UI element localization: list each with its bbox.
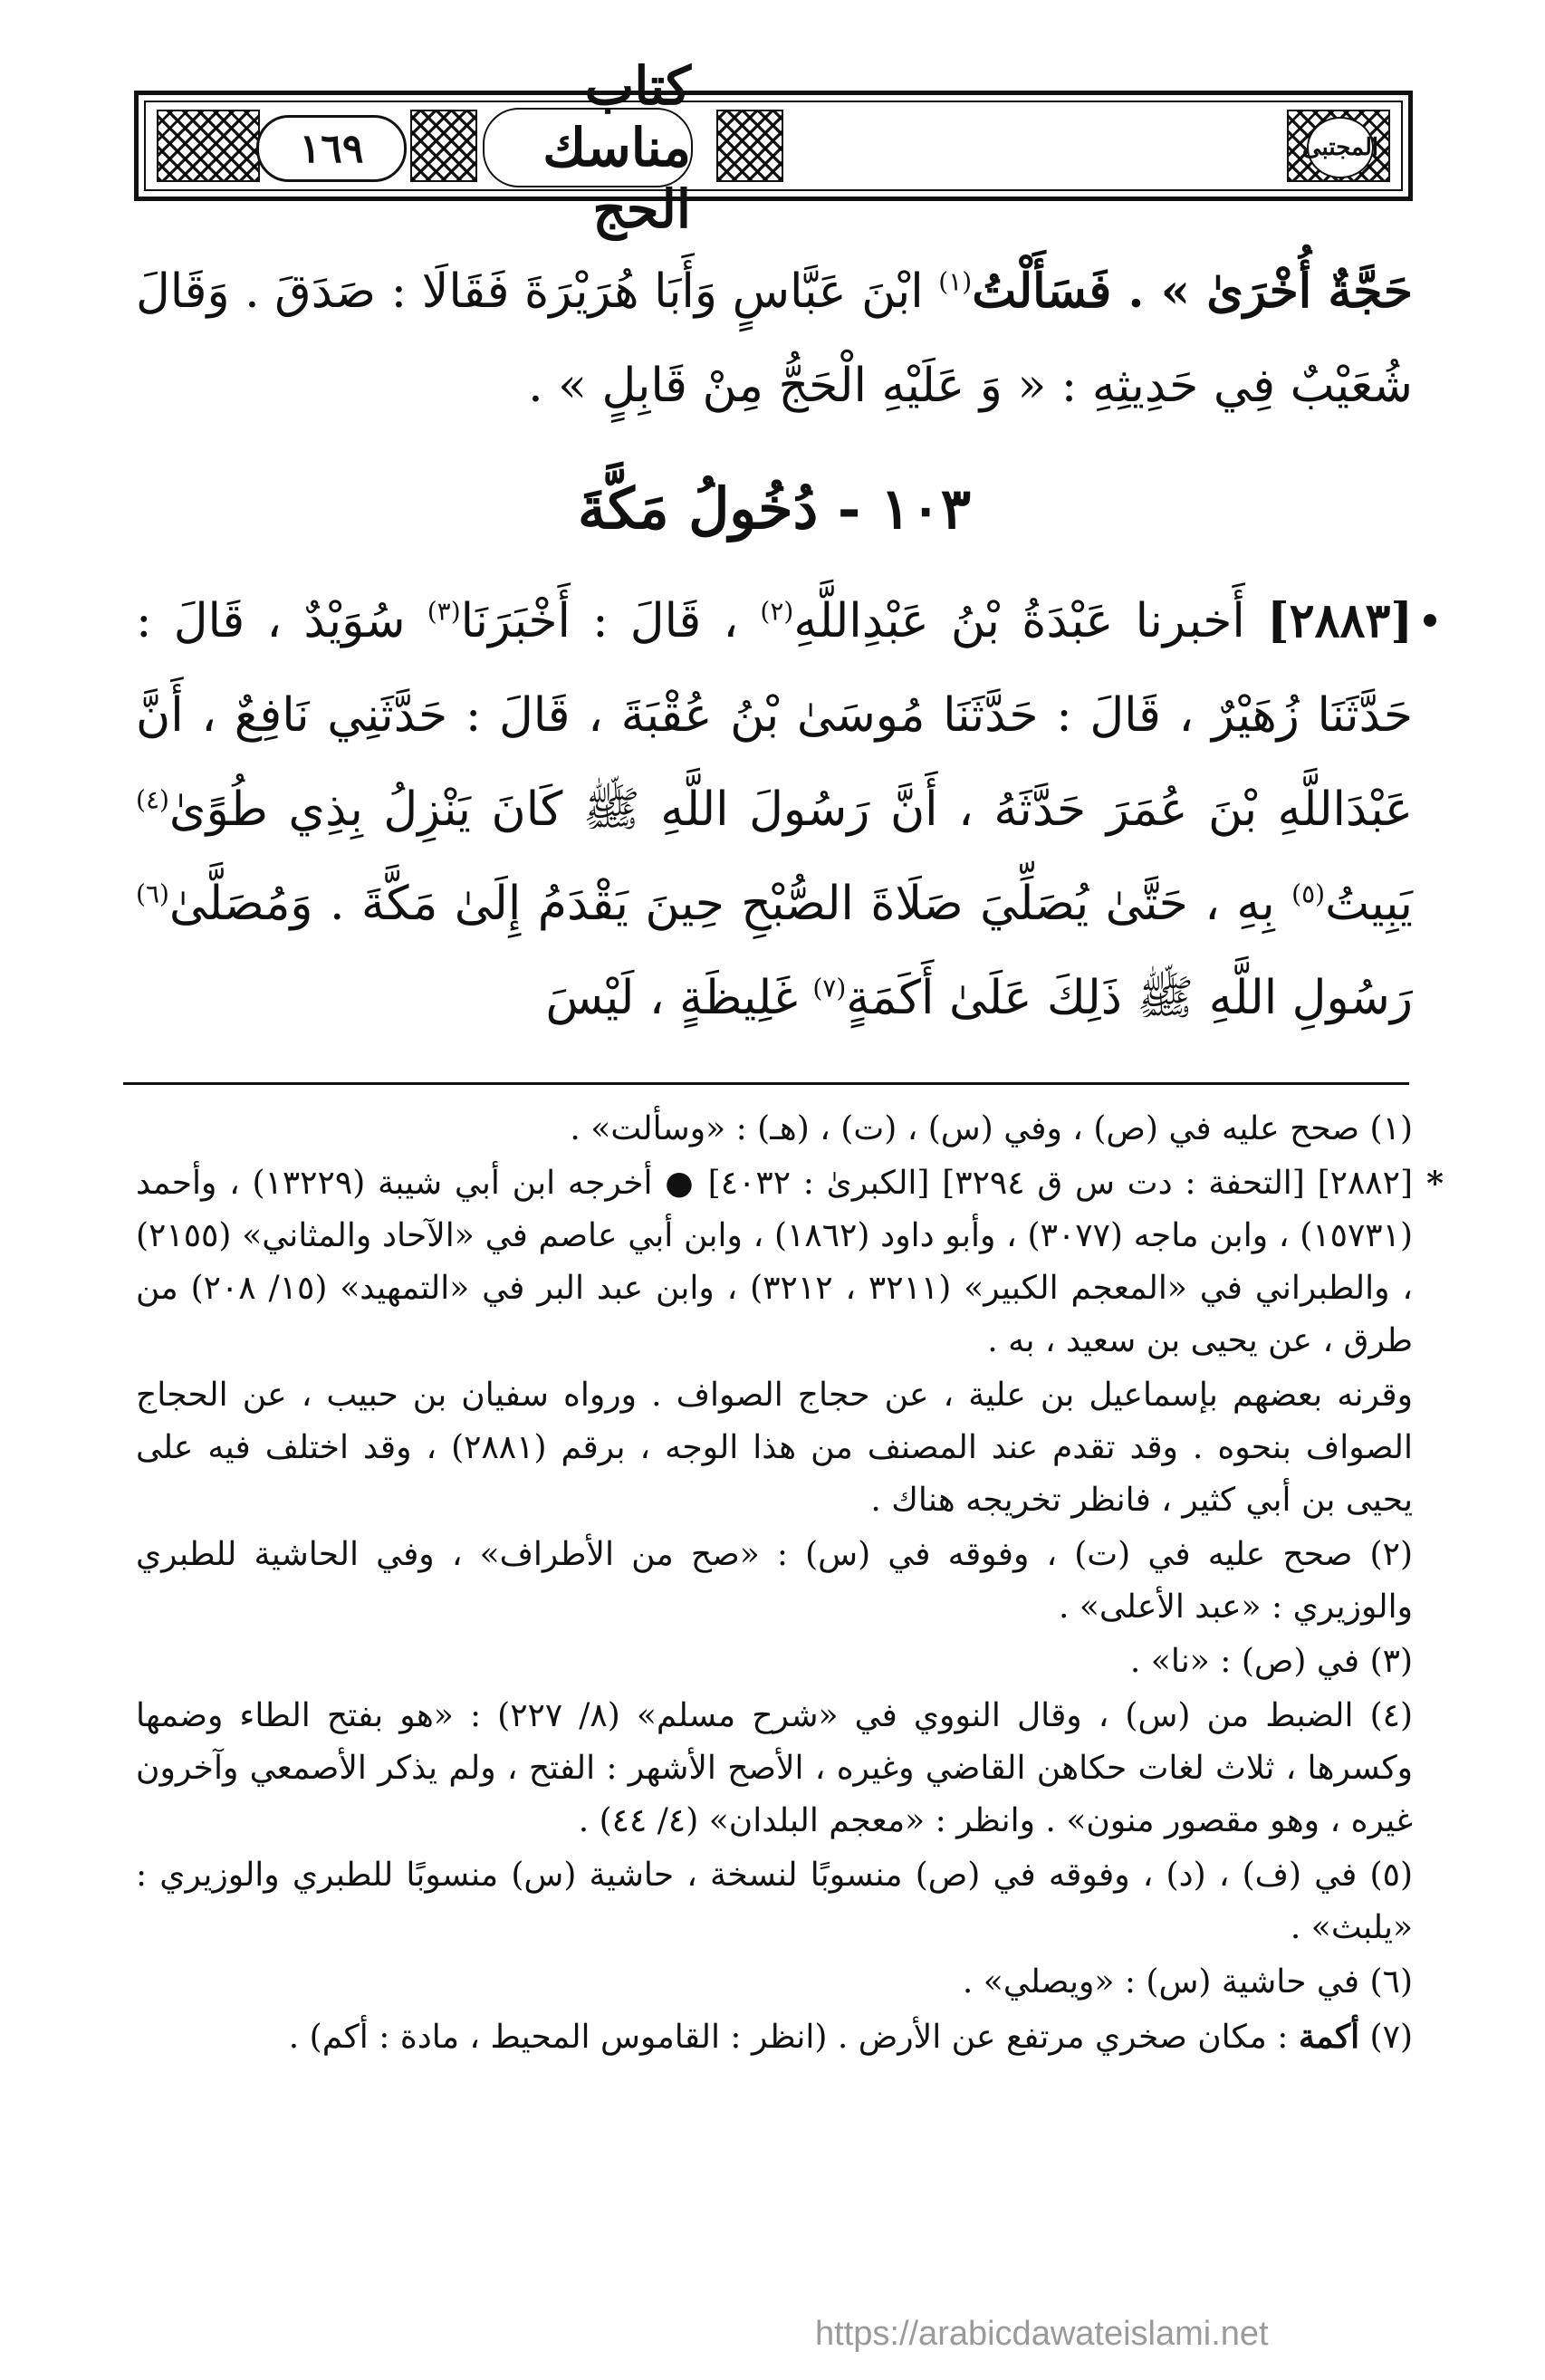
defined-word: أكمة: [1298, 2018, 1360, 2056]
text-segment: أَخبرنا عَبْدَةُ بْنُ عَبْدِاللَّهِ: [793, 594, 1268, 648]
footnote-4: (٤) الضبط من (س) ، وقال النووي في «شرح مسلم» (٨/ ٢٢٧) : «هو بفتح الطاء وضمها وكسرها ، ثلاث لغات حكاهن القاضي وغيره ، الأصح الأشهر : الفتح ، ولم يذكر الأصمعي وآخرون غيره ، وهو مقصور منون» . وانظر : «معجم البلدان» (٤/ ٤٤) .: [136, 1697, 1413, 1839]
paragraph: [136, 245, 1413, 433]
footnote-divider: [123, 1082, 1409, 1085]
chapter-title: كتاب مناسك الحج: [483, 108, 693, 187]
main-text: [136, 245, 1413, 1045]
footnote-ref: (٣): [427, 596, 461, 627]
text-segment: بِهِ ، حَتَّىٰ يُصَلِّيَ صَلَاةَ الصُّبْحِ حِينَ يَقْدَمُ إِلَىٰ مَكَّةَ . وَمُصَلَّىٰ: [168, 877, 1292, 931]
footnote-2: (٢) صحح عليه في (ت) ، وفوقه في (س) : «صح من الأطراف» ، وفي الحاشية للطبري والوزيري : «عبد الأعلى» .: [136, 1536, 1413, 1626]
footnote-ref: (٥): [1291, 878, 1326, 909]
ornament-pattern: [410, 110, 477, 182]
footnote-ref: (١): [938, 266, 973, 297]
footnote-ref: (٦): [136, 878, 169, 909]
footnote-3: (٣) في (ص) : «نا» .: [1129, 1643, 1413, 1680]
footnote-ref: (٧): [812, 973, 847, 1003]
text-segment: رَسُولِ اللَّهِ ﷺ ذَلِكَ عَلَىٰ أَكَمَةٍ: [846, 971, 1413, 1025]
footnote-7: [136, 2011, 1413, 2064]
page-header-banner: [134, 55, 1413, 240]
text-segment: غَلِيظَةٍ ، لَيْسَ: [545, 971, 813, 1025]
hadith-number: [٢٨٨٣]: [1267, 593, 1413, 648]
footnote-1: (١) صحح عليه في (ص) ، وفي (س) ، (ت) ، (هـ) : «وسألت» .: [570, 1110, 1413, 1147]
book-logo: المجتبى: [1307, 117, 1374, 178]
footnote-takhrij: [136, 1157, 1444, 1368]
page-number: ١٦٩: [256, 115, 407, 182]
takhrij-text: [٢٨٨٢] [التحفة : دت س ق ٣٢٩٤] [الكبرىٰ : ٤٠٣٢] ● أخرجه ابن أبي شيبة (١٣٢٢٩) ، وأحمد (١٥٧٣١) ، وابن ماجه (٣٠٧٧) ، وأبو داود (١٨٦٢) ، وابن أبي عاصم في «الآحاد والمثاني» (٢١٥٥) ، والطبراني في «المعجم الكبير» (٣٢١١ ، ٣٢١٢) ، وابن عبد البر في «التمهيد» (١٥/ ٢٠٨) من طرق ، عن يحيى بن سعيد ، به .: [136, 1165, 1414, 1359]
ornament-pattern: [716, 110, 783, 182]
text-segment: يَبِيتُ: [1325, 877, 1413, 931]
text-segment: ابْنَ عَبَّاسٍ وَأَبَا هُرَيْرَةَ فَقَالَا : صَدَقَ . وَقَالَ شُعَيْبٌ فِي حَدِيثِهِ : « وَ عَلَيْهِ الْحَجُّ مِنْ قَابِلٍ » .: [136, 264, 1413, 413]
footnote-ref: (٤): [136, 784, 169, 815]
footnote-number: (٧): [1359, 2019, 1413, 2056]
hadith-paragraph: [136, 574, 1413, 1045]
footnote-ref: (٢): [760, 596, 794, 627]
footnote-5: (٥) في (ف) ، (د) ، وفوقه في (ص) منسوبًا لنسخة ، حاشية (س) منسوبًا للطبري والوزيري : «يلبث» .: [136, 1857, 1413, 1946]
watermark-url: https://arabicdawateislami.net: [815, 2315, 1269, 2353]
bullet-icon: [1424, 614, 1436, 627]
section-heading: ١٠٣ - دُخُولُ مَكَّةَ: [577, 475, 972, 542]
asterisk-icon: *: [1426, 1165, 1444, 1203]
footnote-takhrij-continued: وقرنه بعضهم بإسماعيل بن علية ، عن حجاج الصواف . ورواه سفيان بن حبيب ، عن الحجاج الصواف بنحوه . وقد تقدم عند المصنف من هذا الوجه ، برقم (٢٨٨١) ، وقد اختلف فيه على يحيى بن أبي كثير ، فانظر تخريجه هناك .: [136, 1377, 1414, 1519]
ornament-pattern: [157, 110, 260, 182]
footnote-text: : مكان صخري مرتفع عن الأرض . (انظر : القاموس المحيط ، مادة : أكم) .: [288, 2019, 1299, 2056]
text-segment: حَجَّةٌ أُخْرَىٰ » . فَسَأَلْتُ: [972, 264, 1413, 319]
text-segment: ، قَالَ : أَخْبَرَنَا: [460, 594, 761, 648]
footnote-6: (٦) في حاشية (س) : «ويصلي» .: [962, 1963, 1413, 2001]
text-segment: سُوَيْدٌ ، قَالَ : حَدَّثَنَا زُهَيْرٌ ، قَالَ : حَدَّثَنَا مُوسَىٰ بْنُ عُقْبَةَ ، قَالَ : حَدَّثَنِي نَافِعٌ ، أَنَّ عَبْدَاللَّهِ بْنَ عُمَرَ حَدَّثَهُ ، أَنَّ رَسُولَ اللَّهِ ﷺ كَانَ يَنْزِلُ بِذِي طُوًىٰ: [136, 594, 1413, 837]
footnotes: [136, 1103, 1444, 2066]
